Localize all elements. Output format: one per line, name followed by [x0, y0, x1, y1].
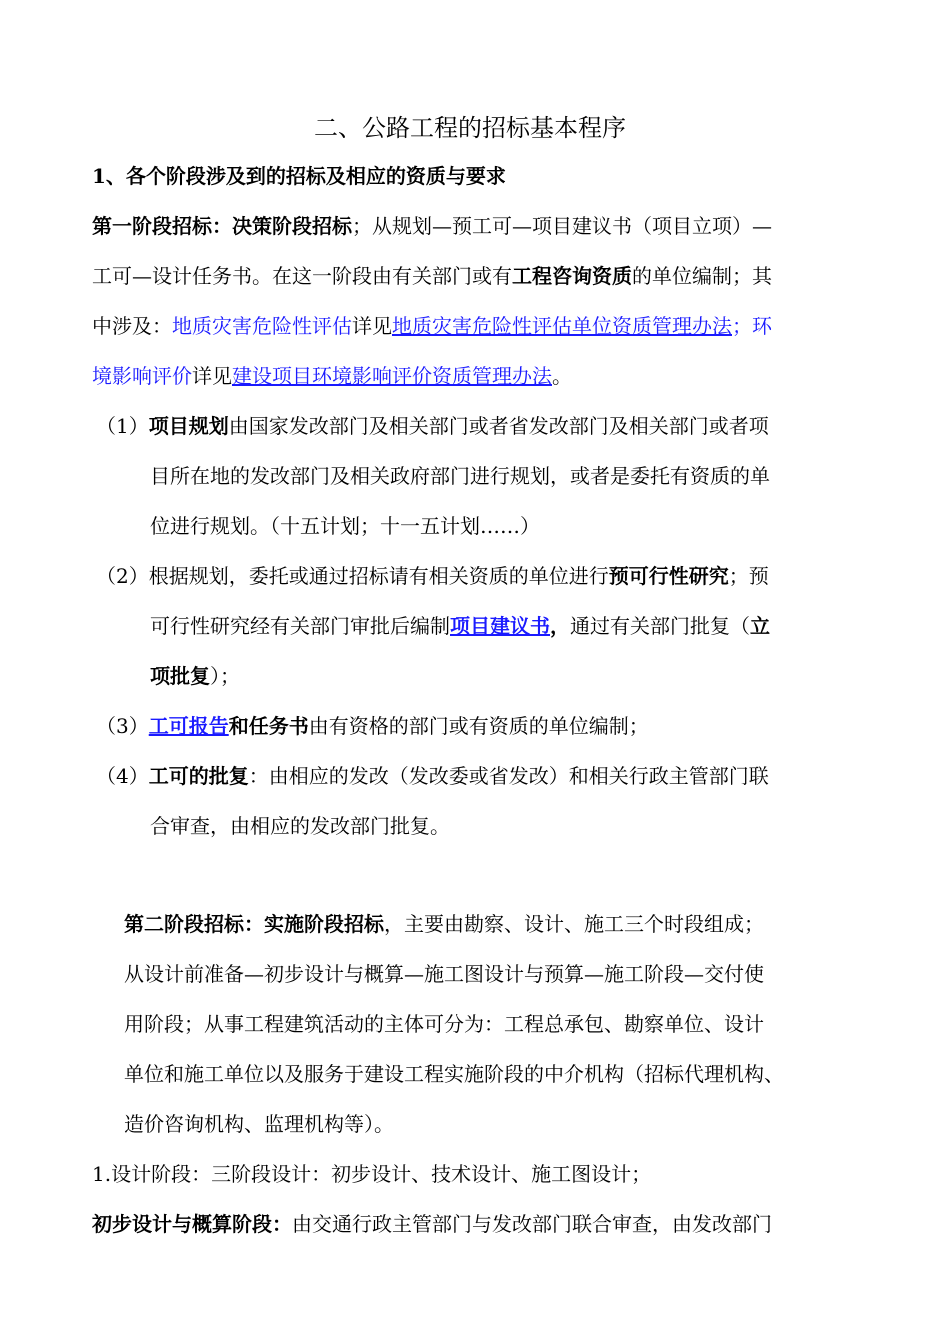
item-number: （3）: [96, 714, 149, 738]
item2-line-2: [150, 612, 770, 640]
project-proposal-link[interactable]: 项目建议书: [450, 614, 550, 638]
stage1-line-3: [92, 312, 772, 340]
stage1-name: 决策阶段招标: [232, 214, 352, 238]
stage2-line-5: 造价咨询机构、监理机构等）。: [124, 1112, 394, 1136]
item-number: （2）: [96, 564, 149, 588]
env-term-start: ；环: [732, 314, 772, 338]
item2-comma: ，: [550, 614, 570, 638]
item2-line-1: [96, 562, 769, 590]
stage1-text: 中涉及：: [92, 314, 172, 338]
item1-line-3: 位进行规划。（十五计划；十一五计划……）: [150, 514, 540, 538]
page-title: 二、公路工程的招标基本程序: [314, 114, 626, 142]
feasibility-report-link[interactable]: 工可报告: [148, 714, 229, 738]
stage2-line-2: 从设计前准备—初步设计与概算—施工图设计与预算—施工阶段—交付使: [124, 962, 764, 986]
item4-text: ：由相应的发改（发改委或省发改）和相关行政主管部门联: [248, 764, 769, 788]
geo-hazard-regulation-link[interactable]: 地质灾害危险性评估单位资质管理办法: [392, 314, 732, 338]
item2-line-3: [150, 662, 240, 690]
env-term: 境影响评价: [92, 364, 192, 388]
item-number: （4）: [96, 764, 149, 788]
item2-text: 根据规划，委托或通过招标请有相关资质的单位进行: [148, 564, 609, 588]
item1-line-1: [96, 412, 769, 440]
item2-bold: 项批复: [150, 664, 210, 688]
stage2-name: 实施阶段招标: [264, 912, 384, 936]
item4-bold: 工可的批复: [148, 764, 249, 788]
item1-bold: 项目规划: [148, 414, 229, 438]
stage1-line-1: [92, 212, 772, 240]
stage1-text: ；从规划—预工可—项目建议书（项目立项）—: [352, 214, 772, 238]
stage1-text: 工可—设计任务书。在这一阶段由有关部门或有: [92, 264, 512, 288]
item-number: （1）: [96, 414, 149, 438]
design-line-2: [92, 1210, 772, 1238]
item2-bold: 立: [750, 614, 770, 638]
stage1-text: 。: [552, 364, 572, 388]
item2-text: 通过有关部门批复（: [570, 614, 750, 638]
stage2-line-4: 单位和施工单位以及服务于建设工程实施阶段的中介机构（招标代理机构、: [124, 1062, 784, 1086]
item1-text: 由国家发改部门及相关部门或者省发改部门及相关部门或者项: [228, 414, 769, 438]
stage1-label: 第一阶段招标：: [92, 214, 232, 238]
item2-bold: 预可行性研究: [608, 564, 729, 588]
stage1-text: 详见: [352, 314, 392, 338]
item4-line-2: 合审查，由相应的发改部门批复。: [150, 814, 450, 838]
design-line-1: 1.设计阶段：三阶段设计：初步设计、技术设计、施工图设计；: [92, 1162, 652, 1186]
geo-hazard-term: 地质灾害危险性评估: [172, 314, 352, 338]
stage2-label: 第二阶段招标：: [124, 912, 264, 936]
stage2-text: ，主要由勘察、设计、施工三个时段组成；: [384, 912, 764, 936]
stage1-line-2: [92, 262, 772, 290]
item1-line-2: 目所在地的发改部门及相关政府部门进行规划，或者是委托有资质的单: [150, 464, 770, 488]
item3-text: 由有资格的部门或有资质的单位编制；: [308, 714, 649, 738]
design-text: 由交通行政主管部门与发改部门联合审查，由发改部门: [292, 1212, 772, 1236]
section-heading: 1、各个阶段涉及到的招标及相应的资质与要求: [92, 164, 506, 188]
stage1-text: 详见: [192, 364, 232, 388]
design-label: 初步设计与概算阶段：: [92, 1212, 292, 1236]
item2-text: 可行性研究经有关部门审批后编制: [150, 614, 450, 638]
item4-line-1: [96, 762, 769, 790]
stage1-text: 的单位编制；其: [632, 264, 772, 288]
stage2-line-1: [124, 910, 764, 938]
item3-bold: 和任务书: [228, 714, 309, 738]
item3-line-1: [96, 712, 649, 740]
item2-text: ）；: [210, 664, 240, 688]
stage1-qualification: 工程咨询资质: [512, 264, 632, 288]
stage1-line-4: [92, 362, 572, 390]
item2-text: ；预: [728, 564, 769, 588]
stage2-line-3: 用阶段；从事工程建筑活动的主体可分为：工程总承包、勘察单位、设计: [124, 1012, 764, 1036]
env-regulation-link[interactable]: 建设项目环境影响评价资质管理办法: [232, 364, 552, 388]
